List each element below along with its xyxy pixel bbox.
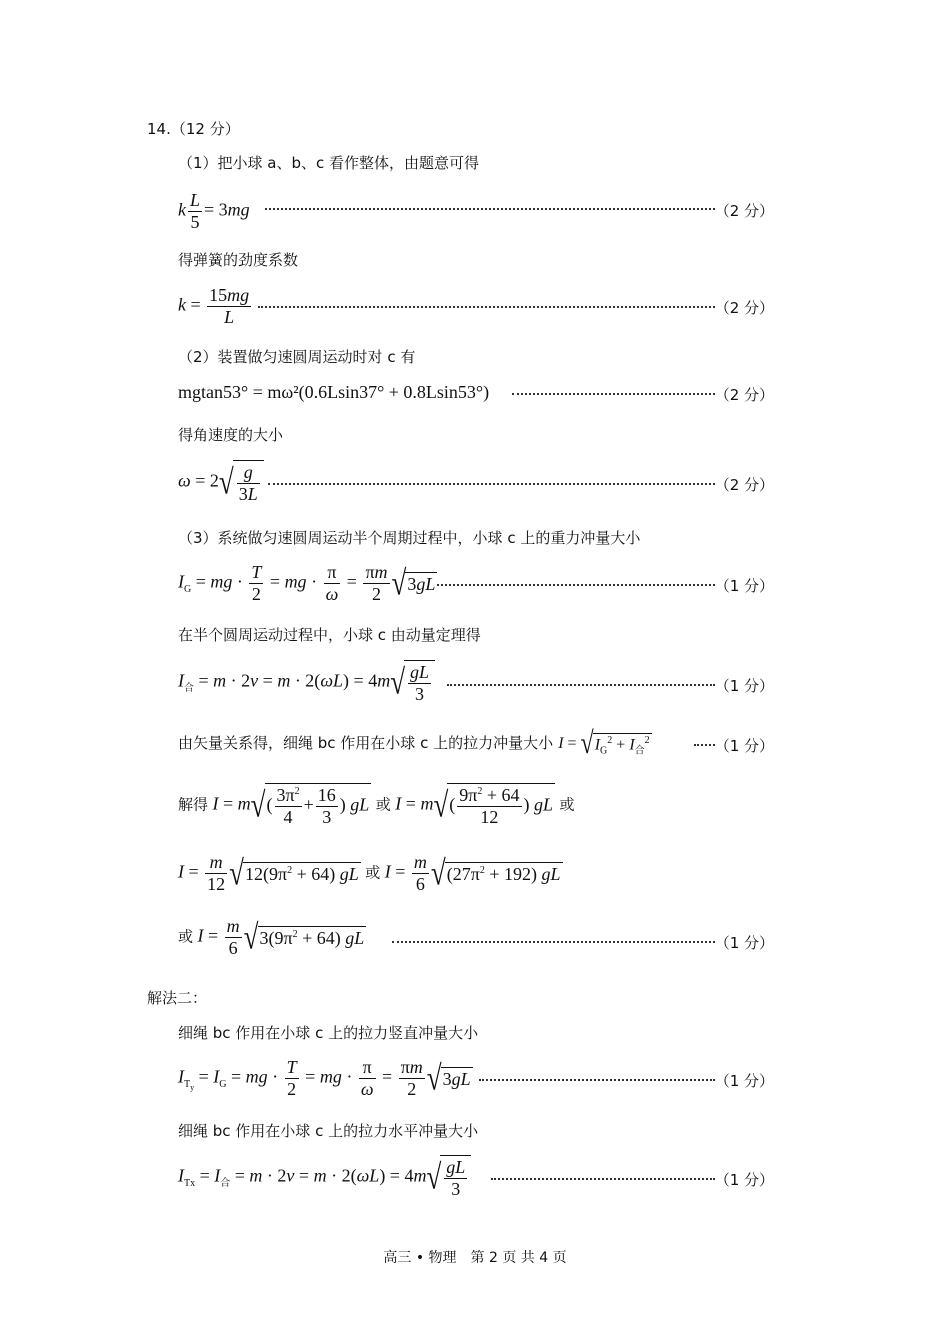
method2-heading: 解法二： <box>147 989 208 1007</box>
equation-solution-line3: 或 I = $\frac{m}{6}$ $√3(9\pi^2 + 64)$ gL <box>178 916 365 958</box>
dotted-leader <box>512 393 715 395</box>
horizontal-impulse-text: 细绳 bc 作用在小球 c 上的拉力水平冲量大小 <box>178 1122 479 1140</box>
or-word: 或 <box>365 863 381 882</box>
equation-spring-constant: k = $\frac{15mg}{L}$ <box>178 285 250 327</box>
score-label: （1 分） <box>714 934 774 952</box>
dotted-leader <box>479 1079 715 1081</box>
score-label: （2 分） <box>714 476 774 494</box>
vector-relation-text: 由矢量关系得，细绳 bc 作用在小球 c 上的拉力冲量大小 <box>178 734 554 752</box>
vector-relation-line: 由矢量关系得，细绳 bc 作用在小球 c 上的拉力冲量大小 $I = √I_G^2 + I_合^2$ <box>178 727 650 762</box>
score-label: （1 分） <box>714 737 774 755</box>
score-label: （2 分） <box>714 299 774 317</box>
score-label: （2 分） <box>714 386 774 404</box>
score-label: （1 分） <box>714 577 774 595</box>
or-word: 或 <box>178 927 194 946</box>
vertical-impulse-text: 细绳 bc 作用在小球 c 上的拉力竖直冲量大小 <box>178 1024 479 1042</box>
step3-text: （3）系统做匀速圆周运动半个周期过程中，小球 c 上的重力冲量大小 <box>178 529 641 547</box>
dotted-leader <box>437 584 715 586</box>
solve-word: 解得 <box>178 795 209 814</box>
equation-horizontal-impulse: $I_{Tx} = I_合 = m \cdot 2v = m \cdot 2(\omega L) = 4m√$ $\frac{gL}{3}$ <box>178 1155 471 1199</box>
equation-net-impulse: $I_合 = m \cdot 2v = m \cdot 2(\omega L) = 4m√$ $\frac{gL}{3}$ <box>178 660 435 704</box>
page-footer: 高三 • 物理 第 2 页 共 4 页 <box>383 1250 567 1266</box>
score-label: （1 分） <box>714 1072 774 1090</box>
question-heading: 14.（12 分） <box>147 120 240 138</box>
momentum-theorem-text: 在半个圆周运动过程中，小球 c 由动量定理得 <box>178 626 481 644</box>
equation-gravity-impulse: $I_G$ = mg · $\frac{T}{2}$ = mg · $\frac{\pi}{\omega}$ = $\frac{\pi m}{2}$ √3gL <box>178 562 436 604</box>
dotted-leader <box>447 684 715 686</box>
or-word: 或 <box>375 795 391 814</box>
or-word: 或 <box>559 795 575 814</box>
equation-vertical-impulse: $I_{T_y} = I_G$ = mg · $\frac{T}{2}$ = mg · $\frac{\pi}{\omega}$ = $\frac{\pi m}{2}$ √3gL <box>178 1057 471 1099</box>
score-label: （1 分） <box>714 677 774 695</box>
dotted-leader <box>694 744 715 746</box>
equation-angular-velocity: ω = 2√ $\frac{g}{3L}$ <box>178 460 264 504</box>
step1-text: （1）把小球 a、b、c 看作整体，由题意可得 <box>178 154 480 172</box>
equation-solution-line1: 解得 I = m√( $\frac{3\pi^2}{4}$ + $\frac{16}{3}$ ) gL 或 I = m√( $\frac{9\pi^2 + 64}{12}$ ) gL 或 <box>178 785 575 827</box>
dotted-leader <box>258 306 715 308</box>
score-label: （2 分） <box>714 202 774 220</box>
equation-spring-balance: k $\frac{L}{5}$ = 3mg <box>178 190 250 232</box>
score-label: （1 分） <box>714 1171 774 1189</box>
step2-result-text: 得角速度的大小 <box>178 426 284 444</box>
step2-text: （2）装置做匀速圆周运动时对 c 有 <box>178 348 416 366</box>
dotted-leader <box>265 208 715 210</box>
dotted-leader <box>392 941 715 943</box>
dotted-leader <box>268 483 715 485</box>
dotted-leader <box>491 1178 715 1180</box>
equation-solution-line2: I = $\frac{m}{12}$ $√12(9\pi^2 + 64)$ gL 或 I = $\frac{m}{6}$ $√(27\pi^2 + 192)$ gL <box>178 852 561 894</box>
step1-result-text: 得弹簧的劲度系数 <box>178 251 299 269</box>
equation-circular-motion: mgtan53° = mω²(0.6Lsin37° + 0.8Lsin53°) <box>178 382 490 402</box>
